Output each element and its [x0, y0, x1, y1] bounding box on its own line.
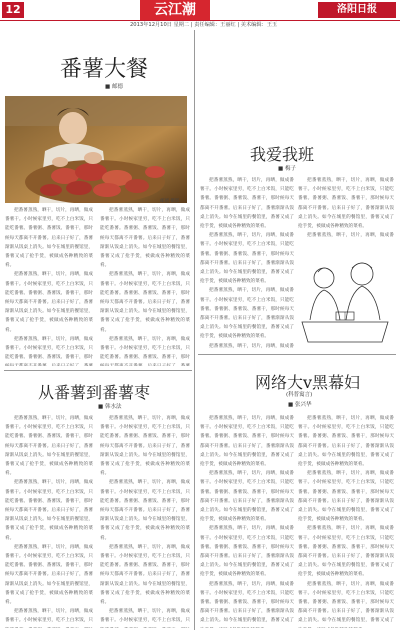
article-body: 把番薯蒸熟，晒干，切片，再晒，做成番薯干。小时候家里穷，吃不上白米饭，只能吃番薯。番薯粥、番薯饭、番薯干，那时候每天都离不开番薯。后来日子好了，番薯渐渐从饭桌上消失。如今在城里的餐馆里，番薯又成了抢手货，被做成各种精致的菜肴。 把番薯蒸熟，晒干，切片，再晒，做成番薯干。小时候家里穷，吃不上白米饭，只能吃番薯。番薯粥、番薯饭、番薯干，那时候每天都离不开番薯。后来日子好了，番薯渐渐从饭桌上消失。如今在城里的餐馆里，番薯又成了抢手货，被做成各种精致的菜肴。 把番薯蒸熟，晒干，切片，再晒，做成番薯干。小时候家里穷，吃不上白米饭，只能吃番薯。番薯粥、番薯饭、番薯干，那时候每天都离不开番薯。后来日子好了，番薯渐渐从饭桌上消失。如今在城里的餐馆里，番薯又成了抢手货，被做成各种精致的菜肴。 把番薯蒸熟，晒干，切片，再晒，做成番薯干。小时候家里穷，吃不上白米饭，只能吃番薯。番薯粥、番薯饭、番薯干，那时候每天都离不开番薯。后来日子好了，番薯渐渐从饭桌上消失。如今在城里的餐馆里，番薯又成了	[200, 416, 294, 624]
article-title: 我爱我班	[250, 145, 315, 164]
article-byline: ■ 邮德	[105, 84, 123, 90]
photo-caption: 邮德 摄影	[160, 199, 180, 204]
header-meta: 2013年12月10日 星期二 | 责任编辑：王丽红 | 美术编辑：王玉	[130, 22, 278, 28]
section-divider	[4, 370, 192, 371]
article-title: 网络大v黑幕妇	[255, 373, 361, 392]
article-byline: ■ 韩水法	[98, 404, 122, 410]
section-title: 云江潮	[140, 0, 210, 20]
article-body: 把番薯蒸熟，晒干，切片，再晒，做成番薯干。小时候家里穷，吃不上白米饭，只能吃番薯。番薯粥、番薯饭、番薯干，那时候每天都离不开番薯。后来日子好了，番薯渐渐从饭桌上消失。如今在城里的餐馆里，番薯又成了抢手货，被做成各种精致的菜肴。 把番薯蒸熟，晒干，切片，再晒，做成番薯干。小时候家里穷，吃不上白米饭，只能吃番薯。番薯粥、番薯饭、番薯干，那时候每天都离不开番薯。后来日子好了，番薯渐渐从饭桌上消失。如今在城里的餐馆里，番薯又成了抢手货，被做成各种精致的菜肴。 把番薯蒸熟，晒干，切片，再晒，做成番薯干。小时候家里穷，吃不上白米饭，只能吃番薯。番薯粥、番薯饭、番薯干，那时	[100, 208, 190, 361]
article-byline: ■ 梅子	[278, 166, 296, 172]
article-title: 从番薯到番薯枣	[38, 383, 151, 402]
article-body: 把番薯蒸熟，晒干，切片，再晒，做成番薯干。小时候家里穷，吃不上白米饭，只能吃番薯。番薯粥、番薯饭、番薯干，那时候每天都离不开番薯。后来日子好了，番薯渐渐从饭桌上消失。如今在城里的餐馆里，番薯又成了抢手货，被做成各种精致的菜肴。 把番薯蒸熟，晒干，切片，再晒，做成番薯干。小时候家里穷，吃不上白米饭，只能吃番薯。番薯粥、番薯饭、番薯干，那时候每天都离不开番薯。后来日子好了，番薯渐渐从饭桌上消失。如今在城里的餐馆里，番薯又成了抢手货，被做成各种精致的菜肴。 把番薯蒸熟，晒干，切片，再晒，做成番薯干。小时候家里穷，吃不上白米饭，只能吃番薯。番薯粥、番薯饭、番薯干，那时	[5, 208, 93, 361]
article-subtitle: (科普寓言)	[286, 392, 313, 398]
article-photo	[5, 96, 187, 203]
page-number: 12	[2, 2, 24, 18]
article-body: 把番薯蒸熟，晒干，切片，再晒，做成番薯干。小时候家里穷，吃不上白米饭，只能吃番薯。番薯粥、番薯饭、番薯干，那时候每天都离不开番薯。后来日子好了，番薯渐渐从饭桌上消失。如今在城里的餐馆里，番薯又成了抢手货，被做成各种精致的菜肴。 把番薯蒸熟，晒干，切片，再晒，做成番薯干。小时候家里穷，吃不上白米饭，只能吃番薯。番薯粥、番薯饭、番薯干，那时候每天都离不开番薯。后来日子好了，番薯渐渐从饭桌上消失。如今在城里的餐馆里，番薯又成了抢手货，被做成各种精致的菜肴。 把番薯蒸熟，晒干，切片，再晒，做成番薯干。小时候家里穷，吃不上白米饭，只能吃番薯。番薯粥、番薯饭、番薯干，那时候每天都离不开番薯。后来日子好了，番薯渐渐从饭桌上消失。如今在城里的餐馆里，番薯又成了抢手货，被做成各种精致的菜肴。 把番薯蒸熟，晒干，切片，再晒，做成番薯干。小时候家里穷，吃不上白米饭，只能吃番薯。番薯粥、番薯饭、番薯干，那时候每天都离不开番薯。后来日子好了，番薯渐渐从饭桌上消失。如今在城里的餐馆里，番薯又成了	[298, 416, 394, 624]
article-byline: ■ 张兴华	[288, 402, 312, 408]
article-illustration	[296, 242, 394, 352]
article-body: 把番薯蒸熟，晒干，切片，再晒，做成番薯干。小时候家里穷，吃不上白米饭，只能吃番薯。番薯粥、番薯饭、番薯干，那时候每天都离不开番薯。后来日子好了，番薯渐渐从饭桌上消失。如今在城里的餐馆里，番薯又成了抢手货，被做成各种精致的菜肴。 把番薯蒸熟，晒干，切片，再晒，做成番薯干。小时候家里穷，吃不上白米饭，只能吃番薯。番薯粥、番薯饭、番薯干，那时候每天都离不开番薯。后来日子好了，番薯渐渐从饭桌上消失。如今在城里的餐馆里，番薯又成了抢手货，被做成各种精致的菜肴。 把番薯蒸熟，晒干，切片，再晒，做成番薯干。小时候家里穷，吃不上白米饭，只能吃番薯。番薯粥、番薯饭、番薯干，那时候每天都离不开番薯。后来日子好了，番薯渐渐从饭桌上消失。如今在城里的餐馆里，番薯又成了抢手货，被做成各种精致的菜肴。 把番薯蒸熟，晒干，切片，再晒，做成番薯干。小时候家里穷，吃不上白米饭，只	[100, 416, 190, 624]
article-body: 把番薯蒸熟，晒干，切片，再晒，做成番薯干。小时候家里穷，吃不上白米饭，只能吃番薯。番薯粥、番薯饭、番薯干，那时候每天都离不开番薯。后来日子好了，番薯渐渐从饭桌上消失。如今在城里的餐馆里，番薯又成了抢手货，被做成各种精致的菜肴。 把番薯蒸熟，晒干，切片，再晒，做成番	[298, 178, 394, 239]
article-title: 番薯大餐	[60, 57, 149, 82]
newspaper-logo: 洛阳日报	[318, 2, 396, 18]
article-body: 把番薯蒸熟，晒干，切片，再晒，做成番薯干。小时候家里穷，吃不上白米饭，只能吃番薯。番薯粥、番薯饭、番薯干，那时候每天都离不开番薯。后来日子好了，番薯渐渐从饭桌上消失。如今在城里的餐馆里，番薯又成了抢手货，被做成各种精致的菜肴。 把番薯蒸熟，晒干，切片，再晒，做成番薯干。小时候家里穷，吃不上白米饭，只能吃番薯。番薯粥、番薯饭、番薯干，那时候每天都离不开番薯。后来日子好了，番薯渐渐从饭桌上消失。如今在城里的餐馆里，番薯又成了抢手货，被做成各种精致的菜肴。 把番薯蒸熟，晒干，切片，再晒，做成番薯干。小时候家里穷，吃不上白米饭，只能吃番薯。番薯粥、番薯饭、番薯干，那时候每天都离不开番薯。后来日子好了，番薯渐渐从饭桌上消失。如今在城里的餐馆里，番薯又成了抢手货，被做成各种精致的菜肴。 把番薯蒸熟，晒干，切片，再晒，做成番薯干。小时候家里穷，吃不上白米饭，只	[5, 416, 93, 624]
section-divider	[198, 354, 396, 355]
article-body: 把番薯蒸熟，晒干，切片，再晒，做成番薯干。小时候家里穷，吃不上白米饭，只能吃番薯。番薯粥、番薯饭、番薯干，那时候每天都离不开番薯。后来日子好了，番薯渐渐从饭桌上消失。如今在城里的餐馆里，番薯又成了抢手货，被做成各种精致的菜肴。 把番薯蒸熟，晒干，切片，再晒，做成番薯干。小时候家里穷，吃不上白米饭，只能吃番薯。番薯粥、番薯饭、番薯干，那时候每天都离不开番薯。后来日子好了，番薯渐渐从饭桌上消失。如今在城里的餐馆里，番薯又成了抢手货，被做成各种精致的菜肴。 把番薯蒸熟，晒干，切片，再晒，做成番薯干。小时候家里穷，吃不上白米饭，只能吃番薯。番薯粥、番薯饭、番薯干，那时候每天都离不开番薯。后来日子好了，番薯渐渐从饭桌上消失。如今在城里的餐馆里，番薯又成了抢手货，被做成各种精致的菜肴。 把番薯蒸熟，晒干，切片，再晒，做成番	[200, 178, 294, 349]
column-divider	[194, 30, 195, 630]
